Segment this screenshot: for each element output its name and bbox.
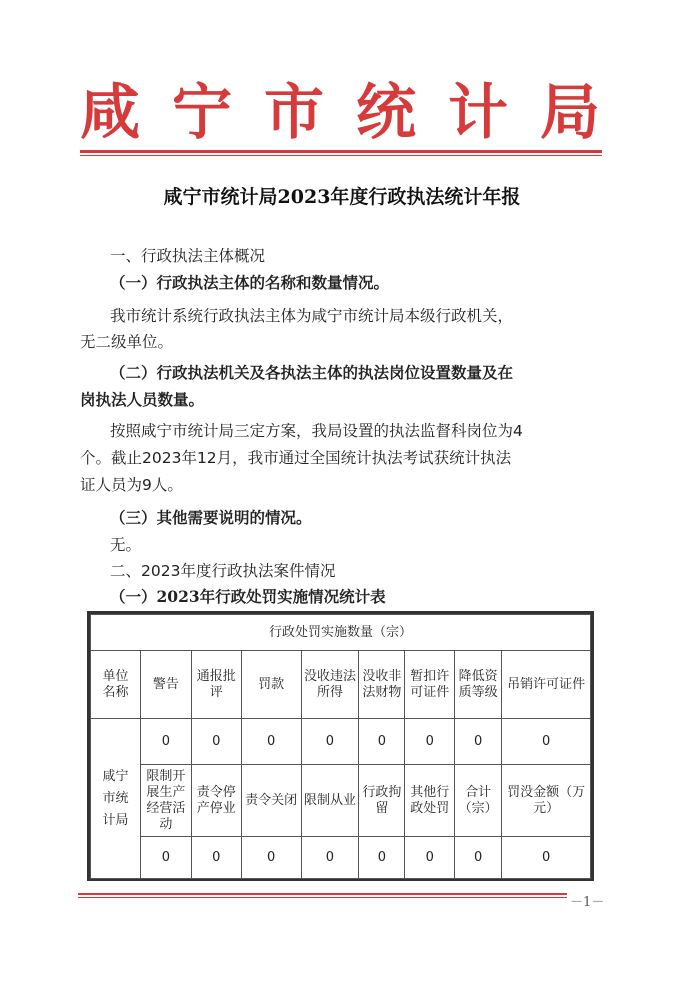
value-cell: 0 — [301, 719, 359, 765]
value-cell: 0 — [191, 837, 241, 879]
value-cell: 0 — [405, 719, 455, 765]
paragraph-line: 个。截止2023年12月，我市通过全国统计执法考试获统计执法 — [80, 449, 512, 467]
column-header: 暂扣许可证件 — [405, 651, 455, 719]
value-cell: 0 — [359, 719, 405, 765]
letterhead-char: 计 — [448, 78, 508, 148]
paragraph-line: 无二级单位。 — [80, 333, 174, 351]
subsection-heading: （三）其他需要说明的情况。 — [110, 508, 312, 527]
value-cell: 0 — [140, 719, 191, 765]
unit-label — [91, 651, 141, 719]
subsection-heading: （一）2023年行政处罚实施情况统计表 — [110, 587, 386, 606]
paragraph-line: 我市统计系统行政执法主体为咸宁市统计局本级行政机关， — [110, 307, 514, 325]
letterhead-char: 局 — [540, 78, 600, 148]
column-header: 责令关闭 — [241, 765, 301, 837]
unit-name-line: 计局 — [102, 812, 129, 828]
letterhead-char: 市 — [264, 78, 324, 148]
column-header: 限制开展生产经营活动 — [140, 765, 191, 837]
table-header: 行政处罚实施数量（宗） — [91, 615, 591, 651]
column-header: 警告 — [140, 651, 191, 719]
footer-rule-thin — [78, 897, 600, 898]
page-number: －1－ — [567, 891, 607, 910]
unit-label-line: 名称 — [102, 684, 129, 700]
value-cell: 0 — [241, 719, 301, 765]
paragraph-line: 按照咸宁市统计局三定方案，我局设置的执法监督科岗位为4 — [110, 422, 523, 440]
value-cell: 0 — [140, 837, 191, 879]
column-header: 其他行政处罚 — [405, 765, 455, 837]
value-cell: 0 — [405, 837, 455, 879]
column-header: 通报批评 — [191, 651, 241, 719]
column-header: 没收违法所得 — [301, 651, 359, 719]
value-cell: 0 — [502, 837, 591, 879]
column-header: 责令停产停业 — [191, 765, 241, 837]
letterhead-rule-thin — [80, 155, 602, 156]
letterhead — [60, 68, 620, 148]
section-heading-1: 一、行政执法主体概况 — [110, 247, 266, 265]
column-header: 罚款 — [241, 651, 301, 719]
value-cell: 0 — [359, 837, 405, 879]
letterhead-char: 统 — [356, 78, 416, 148]
paragraph-line: 无。 — [110, 536, 142, 554]
unit-name-line: 市统 — [102, 790, 129, 806]
column-header: 合计（宗） — [455, 765, 502, 837]
letterhead-char: 宁 — [172, 78, 232, 148]
column-header: 吊销许可证件 — [502, 651, 591, 719]
document-title: 咸宁市统计局2023年度行政执法统计年报 — [163, 186, 521, 208]
column-header: 降低资质等级 — [455, 651, 502, 719]
penalty-stats-table — [87, 611, 594, 881]
unit-name-line: 咸宁 — [102, 768, 129, 784]
subsection-heading-cont: 岗执法人员数量。 — [80, 390, 205, 409]
footer-rule — [78, 893, 600, 895]
paragraph-line: 证人员为9人。 — [80, 476, 183, 494]
letterhead-char: 咸 — [80, 78, 140, 148]
section-heading-2: 二、2023年度行政执法案件情况 — [110, 562, 336, 580]
column-header: 罚没金额（万元） — [502, 765, 591, 837]
value-cell: 0 — [241, 837, 301, 879]
value-cell: 0 — [502, 719, 591, 765]
column-header: 行政拘留 — [359, 765, 405, 837]
subsection-heading: （一）行政执法主体的名称和数量情况。 — [110, 273, 390, 292]
value-cell: 0 — [191, 719, 241, 765]
value-cell: 0 — [301, 837, 359, 879]
value-cell: 0 — [455, 837, 502, 879]
column-header: 没收非法财物 — [359, 651, 405, 719]
unit-name — [91, 719, 141, 879]
unit-label-line: 单位 — [102, 668, 129, 684]
letterhead-rule — [80, 150, 602, 153]
value-cell: 0 — [455, 719, 502, 765]
column-header: 限制从业 — [301, 765, 359, 837]
subsection-heading: （二）行政执法机关及各执法主体的执法岗位设置数量及在 — [110, 363, 514, 382]
